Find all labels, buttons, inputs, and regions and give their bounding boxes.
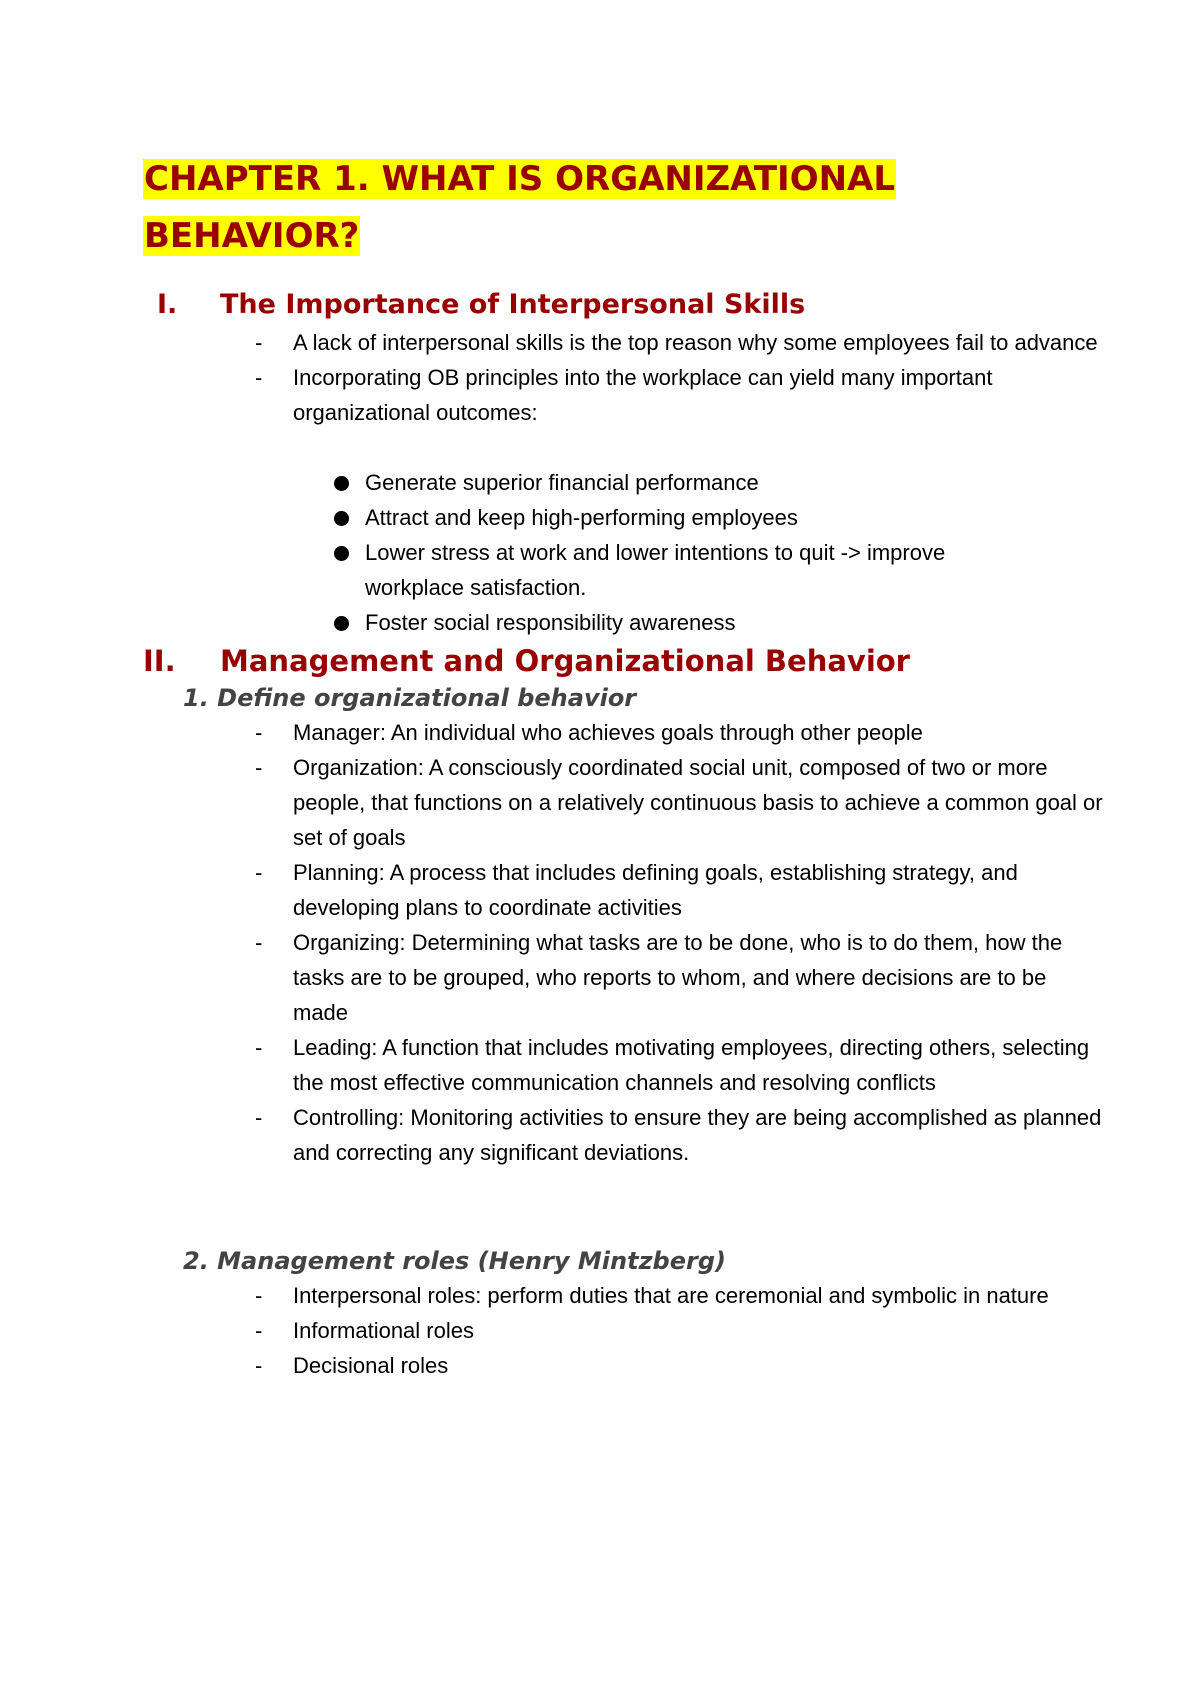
section-title-2: Management and Organizational Behavior	[220, 644, 910, 678]
list-item-text: Organization: A consciously coordinated social unit, composed of two or more people, that functions on a relatively continuous basis to achieve a common goal or set of goals	[293, 755, 1103, 850]
dash-marker: -	[255, 365, 263, 390]
dash-marker: -	[255, 1283, 263, 1308]
subsection-heading-1: 1. Define organizational behavior	[183, 684, 637, 712]
bullet-item-text: Attract and keep high-performing employees	[365, 505, 798, 530]
bullet-item-text: Lower stress at work and lower intentions to quit -> improve workplace satisfaction.	[365, 540, 946, 600]
list-item	[255, 1313, 1105, 1348]
dash-marker: -	[255, 1105, 263, 1130]
list-item-text: Informational roles	[293, 1318, 474, 1343]
section-1-list	[255, 325, 1105, 430]
chapter-title	[143, 151, 1043, 265]
bullet-dot-icon	[334, 546, 349, 561]
list-item	[255, 1348, 1105, 1383]
bullet-dot-icon	[334, 511, 349, 526]
subsection-heading-2: 2. Management roles (Henry Mintzberg)	[183, 1247, 726, 1275]
dash-marker: -	[255, 720, 263, 745]
dash-marker: -	[255, 1035, 263, 1060]
list-item-text: Leading: A function that includes motivating employees, directing others, selecting the most effective communication channels and resolving conflicts	[293, 1035, 1090, 1095]
dash-marker: -	[255, 860, 263, 885]
list-item	[255, 925, 1105, 1030]
bullet-item	[331, 535, 981, 605]
dash-marker: -	[255, 755, 263, 780]
list-item	[255, 750, 1105, 855]
chapter-title-text: CHAPTER 1. WHAT IS ORGANIZATIONAL BEHAVIOR?	[144, 159, 896, 256]
section-number-1: I.	[157, 289, 178, 320]
list-item	[255, 855, 1105, 925]
list-item	[255, 1100, 1105, 1170]
list-item-text: Incorporating OB principles into the workplace can yield many important organizational outcomes:	[293, 365, 993, 425]
section-title-1: The Importance of Interpersonal Skills	[220, 289, 806, 320]
dash-marker: -	[255, 930, 263, 955]
list-item	[255, 1278, 1105, 1313]
bullet-item	[331, 605, 981, 640]
dash-marker: -	[255, 1318, 263, 1343]
list-item-text: A lack of interpersonal skills is the top reason why some employees fail to advance	[293, 330, 1098, 355]
list-item	[255, 715, 1105, 750]
bullet-item-text: Generate superior financial performance	[365, 470, 759, 495]
list-item-text: Planning: A process that includes defining goals, establishing strategy, and developing plans to coordinate activities	[293, 860, 1018, 920]
list-item-text: Organizing: Determining what tasks are to be done, who is to do them, how the tasks are to be grouped, who reports to whom, and where decisions are to be made	[293, 930, 1063, 1025]
subsection-1-list	[255, 715, 1105, 1170]
list-item-text: Decisional roles	[293, 1353, 449, 1378]
bullet-item	[331, 465, 981, 500]
bullet-item	[331, 500, 981, 535]
section-number-2: II.	[143, 644, 176, 678]
list-item-text: Controlling: Monitoring activities to ensure they are being accomplished as planned and correcting any significant deviations.	[293, 1105, 1102, 1165]
list-item-text: Manager: An individual who achieves goals through other people	[293, 720, 923, 745]
list-item	[255, 1030, 1105, 1100]
list-item	[255, 325, 1105, 360]
subsection-2-list	[255, 1278, 1105, 1383]
bullet-dot-icon	[334, 616, 349, 631]
dash-marker: -	[255, 1353, 263, 1378]
section-1-bullet-list	[331, 465, 981, 640]
dash-marker: -	[255, 330, 263, 355]
list-item	[255, 360, 1105, 430]
bullet-item-text: Foster social responsibility awareness	[365, 610, 736, 635]
bullet-dot-icon	[334, 476, 349, 491]
list-item-text: Interpersonal roles: perform duties that are ceremonial and symbolic in nature	[293, 1283, 1049, 1308]
